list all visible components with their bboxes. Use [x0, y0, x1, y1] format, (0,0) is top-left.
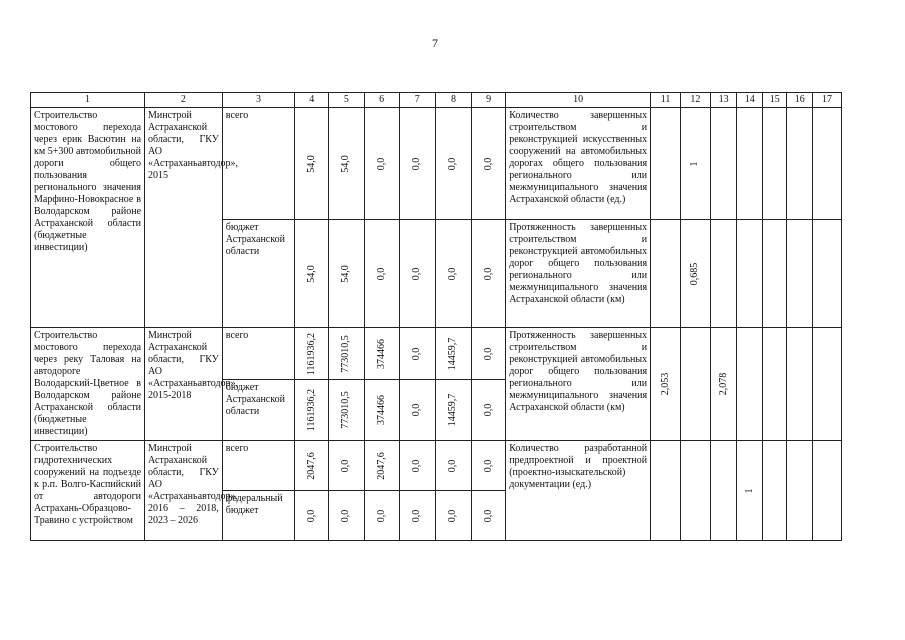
value-text: 0,0 [375, 267, 387, 280]
value-cell-4 [295, 328, 329, 380]
value-text: 0,0 [482, 509, 494, 522]
value-text: 0,0 [411, 157, 423, 170]
value-text: 0,0 [340, 459, 352, 472]
col-header: 2 [145, 93, 223, 108]
col-header: 17 [813, 93, 842, 108]
col-header: 3 [222, 93, 294, 108]
value-cell-6 [364, 328, 399, 380]
empty-cell [787, 441, 813, 541]
value-text: 14459,7 [447, 393, 459, 427]
indicator-text: Количество разработанной предпроектной и проектной (проектно-изыскательской) документации (ед.) [506, 441, 651, 541]
col-header: 16 [787, 93, 813, 108]
value-cell-7 [399, 108, 435, 220]
indicator-value-13 [710, 328, 737, 441]
value-cell-6 [364, 491, 399, 541]
empty-cell [762, 108, 787, 220]
value-cell-9 [472, 441, 506, 491]
col-header: 4 [295, 93, 329, 108]
empty-cell [737, 108, 763, 220]
executor-cell: Минстрой Астраханской области, ГКУ АО «Астраханьавтодор», 2016 – 2018, 2023 – 2026 [145, 441, 223, 541]
col-header: 13 [710, 93, 737, 108]
funding-source: всего [222, 328, 294, 380]
empty-cell [762, 328, 787, 441]
funding-source: федеральный бюджет [222, 491, 294, 541]
value-text: 54,0 [305, 264, 317, 283]
executor-cell: Минстрой Астраханской области, ГКУ АО «Астраханьавтодор», 2015 [145, 108, 223, 328]
value-cell-5 [329, 380, 364, 441]
value-text: 0,0 [447, 267, 459, 280]
empty-cell [787, 220, 813, 328]
col-header: 8 [435, 93, 471, 108]
value-text: 54,0 [305, 154, 317, 173]
table-row [31, 328, 842, 380]
value-cell-9 [472, 328, 506, 380]
value-text: 2,078 [717, 372, 729, 396]
value-cell-8 [435, 491, 471, 541]
value-cell-8 [435, 108, 471, 220]
value-cell-4 [295, 108, 329, 220]
value-text: 2,053 [659, 372, 671, 396]
value-text: 374466 [375, 395, 387, 426]
value-cell-6 [364, 380, 399, 441]
value-cell-7 [399, 328, 435, 380]
value-text: 0,0 [411, 459, 423, 472]
empty-cell [813, 328, 842, 441]
value-cell-4 [295, 491, 329, 541]
value-text: 1161936,2 [305, 332, 317, 375]
funding-source: бюджет Астраханской области [222, 220, 294, 328]
col-header: 9 [472, 93, 506, 108]
value-cell-6 [364, 441, 399, 491]
value-text: 0,0 [447, 509, 459, 522]
value-text: 0,0 [482, 157, 494, 170]
empty-cell [737, 220, 763, 328]
empty-cell [737, 328, 763, 441]
project-name: Строительство гидротехнических сооружений на подъезде к р.п. Волго-Каспийский от автодороги Астрахань-Образцово-Травино с устройством [31, 441, 145, 541]
value-text: 0,0 [482, 403, 494, 417]
funding-source: бюджет Астраханской области [222, 380, 294, 441]
executor-cell: Минстрой Астраханской области, ГКУ АО «Астраханьавтодор», 2015-2018 [145, 328, 223, 441]
col-header: 10 [506, 93, 651, 108]
empty-cell [710, 441, 737, 541]
value-cell-5 [329, 441, 364, 491]
indicator-value-12 [680, 108, 710, 220]
value-text: 374466 [375, 338, 387, 369]
value-text: 773010,5 [340, 391, 352, 429]
value-cell-5 [329, 328, 364, 380]
value-cell-4 [295, 380, 329, 441]
value-text: 1161936,2 [305, 389, 317, 432]
value-text: 0,0 [411, 403, 423, 417]
value-text: 0,0 [447, 157, 459, 170]
value-cell-6 [364, 220, 399, 328]
value-cell-5 [329, 220, 364, 328]
value-text: 2047,6 [305, 451, 317, 480]
empty-cell [762, 441, 787, 541]
value-cell-9 [472, 108, 506, 220]
value-cell-7 [399, 491, 435, 541]
indicator-value-12 [680, 220, 710, 328]
empty-cell [710, 108, 737, 220]
value-cell-9 [472, 220, 506, 328]
value-text: 0,0 [482, 459, 494, 472]
value-cell-9 [472, 380, 506, 441]
program-table [30, 92, 842, 541]
value-text: 0,0 [411, 509, 423, 522]
empty-cell [710, 220, 737, 328]
value-cell-9 [472, 491, 506, 541]
funding-source: всего [222, 108, 294, 220]
value-text: 54,0 [340, 264, 352, 283]
value-text: 0,685 [689, 262, 701, 285]
col-header: 11 [651, 93, 681, 108]
value-text: 0,0 [305, 509, 317, 522]
empty-cell [787, 108, 813, 220]
project-name: Строительство мостового перехода через реку Таловая на автодороге Володарский-Цветное в Володарском районе Астраханской области (бюджетные инвестиции) [31, 328, 145, 441]
indicator-value-11 [651, 328, 681, 441]
value-text: 1 [743, 488, 755, 493]
project-name: Строительство мостового перехода через ерик Васютин на км 5+300 автомобильной дороги общего пользования регионального значения Марфино-Новокрасное в Володарском районе Астраханской области (бюджетные инвестиции) [31, 108, 145, 328]
value-text: 0,0 [411, 347, 423, 360]
value-cell-4 [295, 441, 329, 491]
empty-cell [680, 328, 710, 441]
empty-cell [651, 108, 681, 220]
empty-cell [651, 441, 681, 541]
value-cell-8 [435, 220, 471, 328]
empty-cell [813, 108, 842, 220]
indicator-value-14 [737, 441, 763, 541]
value-cell-5 [329, 108, 364, 220]
value-cell-8 [435, 380, 471, 441]
value-cell-4 [295, 220, 329, 328]
col-header: 15 [762, 93, 787, 108]
value-cell-6 [364, 108, 399, 220]
col-header: 6 [364, 93, 399, 108]
col-header: 14 [737, 93, 763, 108]
value-text: 0,0 [411, 267, 423, 280]
empty-cell [680, 441, 710, 541]
empty-cell [813, 220, 842, 328]
value-cell-5 [329, 491, 364, 541]
value-cell-7 [399, 380, 435, 441]
value-cell-7 [399, 220, 435, 328]
value-cell-8 [435, 328, 471, 380]
value-text: 0,0 [482, 347, 494, 360]
value-cell-7 [399, 441, 435, 491]
empty-cell [813, 441, 842, 541]
value-text: 1 [689, 161, 701, 166]
page-number: 7 [432, 36, 438, 50]
col-header: 7 [399, 93, 435, 108]
value-text: 2047,6 [375, 451, 387, 480]
header-row [31, 93, 842, 108]
value-text: 0,0 [340, 509, 352, 522]
value-text: 0,0 [375, 509, 387, 522]
indicator-text: Протяженность завершенных строительством и реконструкцией автомобильных дорог общего пользования регионального или межмуниципального значения Астраханской области (км) [506, 220, 651, 328]
table-row [31, 441, 842, 491]
empty-cell [651, 220, 681, 328]
value-cell-8 [435, 441, 471, 491]
value-text: 0,0 [375, 157, 387, 170]
table-row [31, 108, 842, 220]
col-header: 12 [680, 93, 710, 108]
empty-cell [762, 220, 787, 328]
funding-source: всего [222, 441, 294, 491]
empty-cell [787, 328, 813, 441]
value-text: 773010,5 [340, 334, 352, 373]
indicator-text: Протяженность завершенных строительством и реконструкцией автомобильных дорог общего пользования регионального или межмуниципального значения Астраханской области (км) [506, 328, 651, 441]
col-header: 5 [329, 93, 364, 108]
value-text: 0,0 [482, 267, 494, 280]
value-text: 14459,7 [447, 337, 459, 370]
value-text: 0,0 [447, 459, 459, 472]
indicator-text: Количество завершенных строительством и реконструкцией искусственных сооружений на автомобильных дорогах общего пользования регионального или межмуниципального значения Астраханской области (ед.) [506, 108, 651, 220]
value-text: 54,0 [340, 154, 352, 173]
col-header: 1 [31, 93, 145, 108]
